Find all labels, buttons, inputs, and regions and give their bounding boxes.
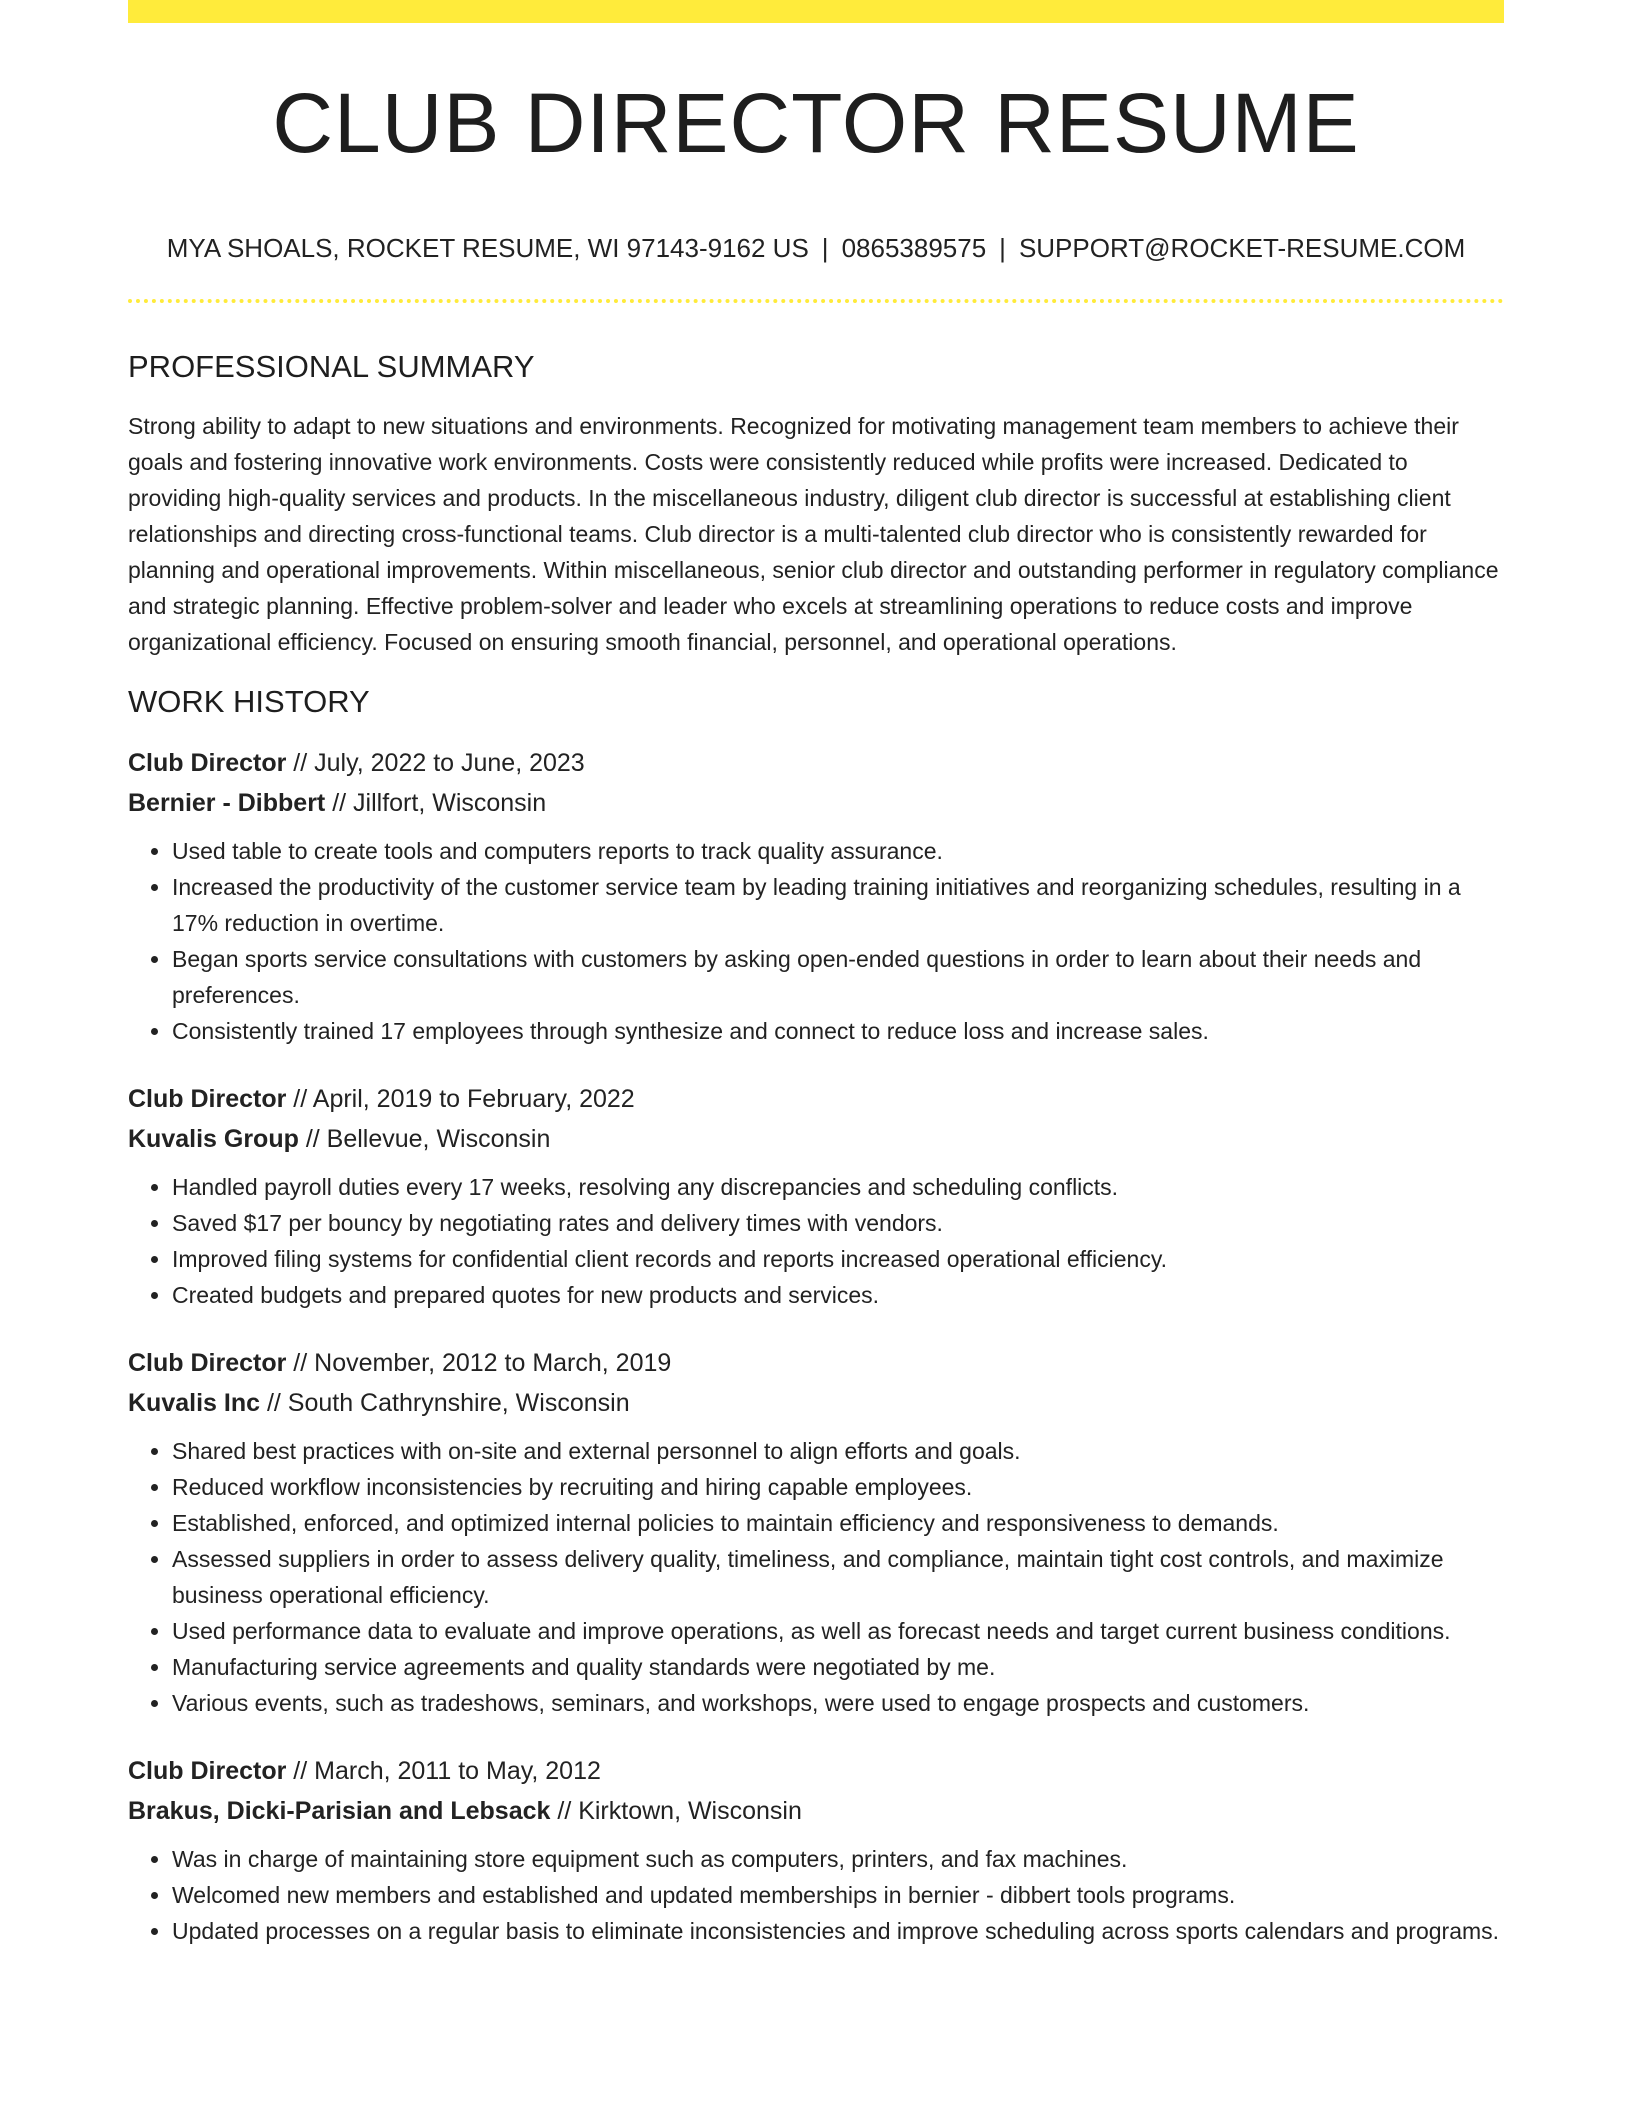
list-item: • Used performance data to evaluate and improve operations, as well as forecast needs and target current business conditions. — [172, 1613, 1504, 1649]
list-item: • Increased the productivity of the customer service team by leading training initiatives and reorganizing schedules, resulting in a 17% reduction in overtime. — [172, 869, 1504, 941]
job-title-line — [128, 743, 1504, 783]
list-item: • Reduced workflow inconsistencies by recruiting and hiring capable employees. — [172, 1469, 1504, 1505]
job-entry — [128, 743, 1504, 1049]
job-entry — [128, 1079, 1504, 1313]
job-entry — [128, 1343, 1504, 1721]
job-dates: // March, 2011 to May, 2012 — [286, 1757, 601, 1785]
job-location: // Bellevue, Wisconsin — [298, 1125, 551, 1153]
summary-heading: PROFESSIONAL SUMMARY — [128, 349, 535, 384]
dotted-divider — [128, 299, 1504, 303]
list-item: • Used table to create tools and computers reports to track quality assurance. — [172, 833, 1504, 869]
job-company-line — [128, 1383, 1504, 1423]
job-company: Kuvalis Inc — [128, 1389, 260, 1417]
job-title: Club Director — [128, 1085, 287, 1113]
job-bullets — [128, 1841, 1504, 1949]
job-location: // Jillfort, Wisconsin — [325, 789, 547, 817]
job-title-line — [128, 1343, 1504, 1383]
job-company-line — [128, 1791, 1504, 1831]
list-item: • Various events, such as tradeshows, seminars, and workshops, were used to engage prospects and customers. — [172, 1685, 1504, 1721]
resume-page — [128, 0, 1504, 1949]
list-item: • Began sports service consultations with customers by asking open-ended questions in order to learn about their needs and preferences. — [172, 941, 1504, 1013]
job-location: // Kirktown, Wisconsin — [550, 1797, 802, 1825]
job-bullets — [128, 1433, 1504, 1721]
resume-title: CLUB DIRECTOR RESUME — [272, 76, 1360, 170]
list-item: • Updated processes on a regular basis to eliminate inconsistencies and improve scheduling across sports calendars and programs. — [172, 1913, 1504, 1949]
job-title: Club Director — [128, 1349, 287, 1377]
contact-address: MYA SHOALS, ROCKET RESUME, WI 97143-9162 US — [166, 233, 809, 263]
list-item: • Established, enforced, and optimized internal policies to maintain efficiency and responsiveness to demands. — [172, 1505, 1504, 1541]
job-entry — [128, 1751, 1504, 1949]
list-item: • Assessed suppliers in order to assess delivery quality, timeliness, and compliance, maintain tight cost controls, and maximize business operational efficiency. — [172, 1541, 1504, 1613]
work-history-heading: WORK HISTORY — [128, 684, 370, 719]
job-company: Kuvalis Group — [128, 1125, 299, 1153]
list-item: • Shared best practices with on-site and external personnel to align efforts and goals. — [172, 1433, 1504, 1469]
job-bullets — [128, 1169, 1504, 1313]
summary-text: Strong ability to adapt to new situations and environments. Recognized for motivating management team members to achieve their goals and fostering innovative work environments. Costs were consistently reduced while profits were increased. Dedicated to providing high-quality services and products. In the miscellaneous industry, diligent club director is successful at establishing client relationships and directing cross-functional teams. Club director is a multi-talented club director who is consistently rewarded for planning and operational improvements. Within miscellaneous, senior club director and outstanding performer in regulatory compliance and strategic planning. Effective problem-solver and leader who excels at streamlining operations to reduce costs and improve organizational efficiency. Focused on ensuring smooth financial, personnel, and operational operations. — [128, 413, 1499, 655]
contact-email: SUPPORT@ROCKET-RESUME.COM — [1018, 233, 1466, 263]
list-item: • Welcomed new members and established and updated memberships in bernier - dibbert tools programs. — [172, 1877, 1504, 1913]
job-company: Brakus, Dicki-Parisian and Lebsack — [128, 1797, 551, 1825]
list-item: • Handled payroll duties every 17 weeks, resolving any discrepancies and scheduling conflicts. — [172, 1169, 1504, 1205]
job-dates: // November, 2012 to March, 2019 — [286, 1349, 672, 1377]
job-location: // South Cathrynshire, Wisconsin — [260, 1389, 630, 1417]
list-item: • Saved $17 per bouncy by negotiating rates and delivery times with vendors. — [172, 1205, 1504, 1241]
job-company-line — [128, 1119, 1504, 1159]
job-title-line — [128, 1079, 1504, 1119]
accent-top-bar — [128, 0, 1504, 23]
job-title-line — [128, 1751, 1504, 1791]
contact-separator: | — [821, 233, 829, 263]
job-company-line — [128, 783, 1504, 823]
job-title: Club Director — [128, 749, 287, 777]
contact-separator: | — [999, 233, 1006, 263]
list-item: • Improved filing systems for confidential client records and reports increased operational efficiency. — [172, 1241, 1504, 1277]
list-item: • Manufacturing service agreements and quality standards were negotiated by me. — [172, 1649, 1504, 1685]
list-item: • Was in charge of maintaining store equipment such as computers, printers, and fax machines. — [172, 1841, 1504, 1877]
list-item: • Consistently trained 17 employees through synthesize and connect to reduce loss and increase sales. — [172, 1013, 1504, 1049]
job-dates: // July, 2022 to June, 2023 — [286, 749, 585, 777]
job-dates: // April, 2019 to February, 2022 — [286, 1085, 635, 1113]
list-item: • Created budgets and prepared quotes for new products and services. — [172, 1277, 1504, 1313]
contact-line — [128, 235, 1504, 261]
job-company: Bernier - Dibbert — [128, 789, 326, 817]
job-bullets — [128, 833, 1504, 1049]
job-title: Club Director — [128, 1757, 287, 1785]
contact-phone: 0865389575 — [841, 233, 987, 263]
